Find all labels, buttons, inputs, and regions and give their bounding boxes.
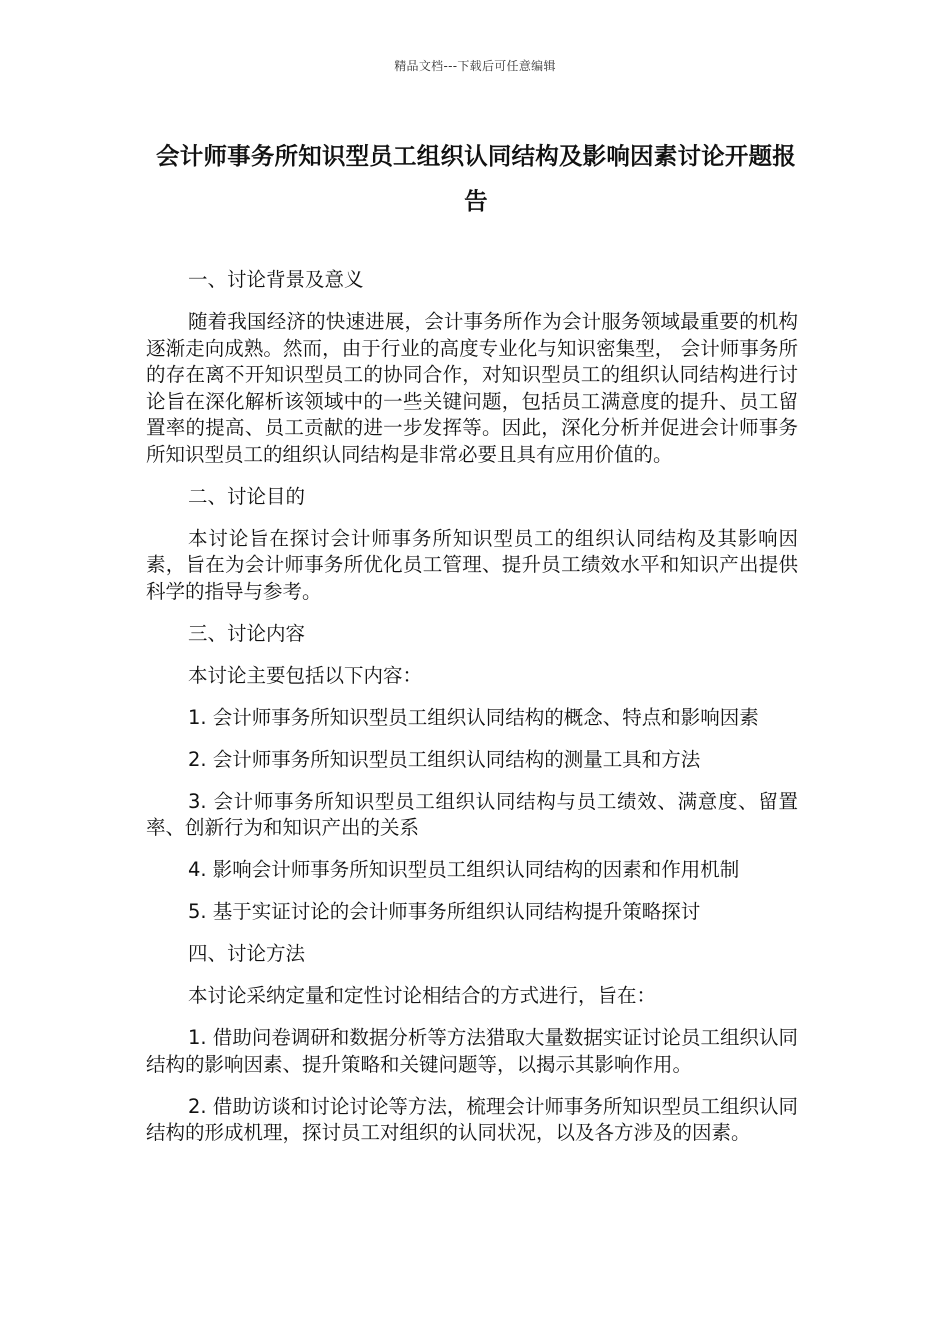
section-heading-method: 四、讨论方法 (188, 942, 306, 965)
list-item-content-5: 5. 基于实证讨论的会计师事务所组织认同结构提升策略探讨 (188, 900, 701, 923)
paragraph-method-intro: 本讨论采纳定量和定性讨论相结合的方式进行，旨在： (188, 984, 657, 1007)
section-heading-content: 三、讨论内容 (188, 621, 306, 645)
list-item-method-2: 2. 借助访谈和讨论讨论等方法，梳理会计师事务所知识型员工组织认同结构的形成机理，探讨员工对组织的认同状况，以及各方涉及的因素。 (146, 1094, 798, 1144)
document-title: 会计师事务所知识型员工组织认同结构及影响因素讨论开题报告 (156, 142, 796, 215)
list-item-method-1: 1. 借助问卷调研和数据分析等方法猎取大量数据实证讨论员工组织认同结构的影响因素、提升策略和关键问题等，以揭示其影响作用。 (146, 1026, 798, 1076)
page-header: 精品文档---下载后可任意编辑 (394, 59, 556, 73)
section-heading-background: 一、讨论背景及意义 (188, 268, 364, 291)
list-item-content-4: 4. 影响会计师事务所知识型员工组织认同结构的因素和作用机制 (188, 858, 740, 881)
section-heading-purpose: 二、讨论目的 (188, 484, 306, 508)
paragraph-purpose: 本讨论旨在探讨会计师事务所知识型员工的组织认同结构及其影响因素，旨在为会计师事务所优化员工管理、提升员工绩效水平和知识产出提供科学的指导与参考。 (146, 526, 798, 603)
paragraph-content-intro: 本讨论主要包括以下内容： (188, 663, 423, 687)
list-item-content-3: 3. 会计师事务所知识型员工组织认同结构与员工绩效、满意度、留置率、创新行为和知识产出的关系 (146, 789, 798, 839)
document-body (146, 267, 798, 1147)
list-item-content-1: 1. 会计师事务所知识型员工组织认同结构的概念、特点和影响因素 (188, 705, 759, 729)
paragraph-background: 随着我国经济的快速进展，会计事务所作为会计服务领域最重要的机构逐渐走向成熟。然而，由于行业的高度专业化与知识密集型， 会计师事务所的存在离不开知识型员工的协同合作，对知识型员工的组织认同结构进行讨论旨在深化解析该领域中的一些关键问题，包括员工满意度的提升、员工留置率的提高、员工贡献的进一步发挥等。因此，深化分析并促进会计师事务所知识型员工的组织认同结构是非常必要且具有应用价值的。 (146, 310, 798, 466)
list-item-content-2: 2. 会计师事务所知识型员工组织认同结构的测量工具和方法 (188, 747, 701, 771)
